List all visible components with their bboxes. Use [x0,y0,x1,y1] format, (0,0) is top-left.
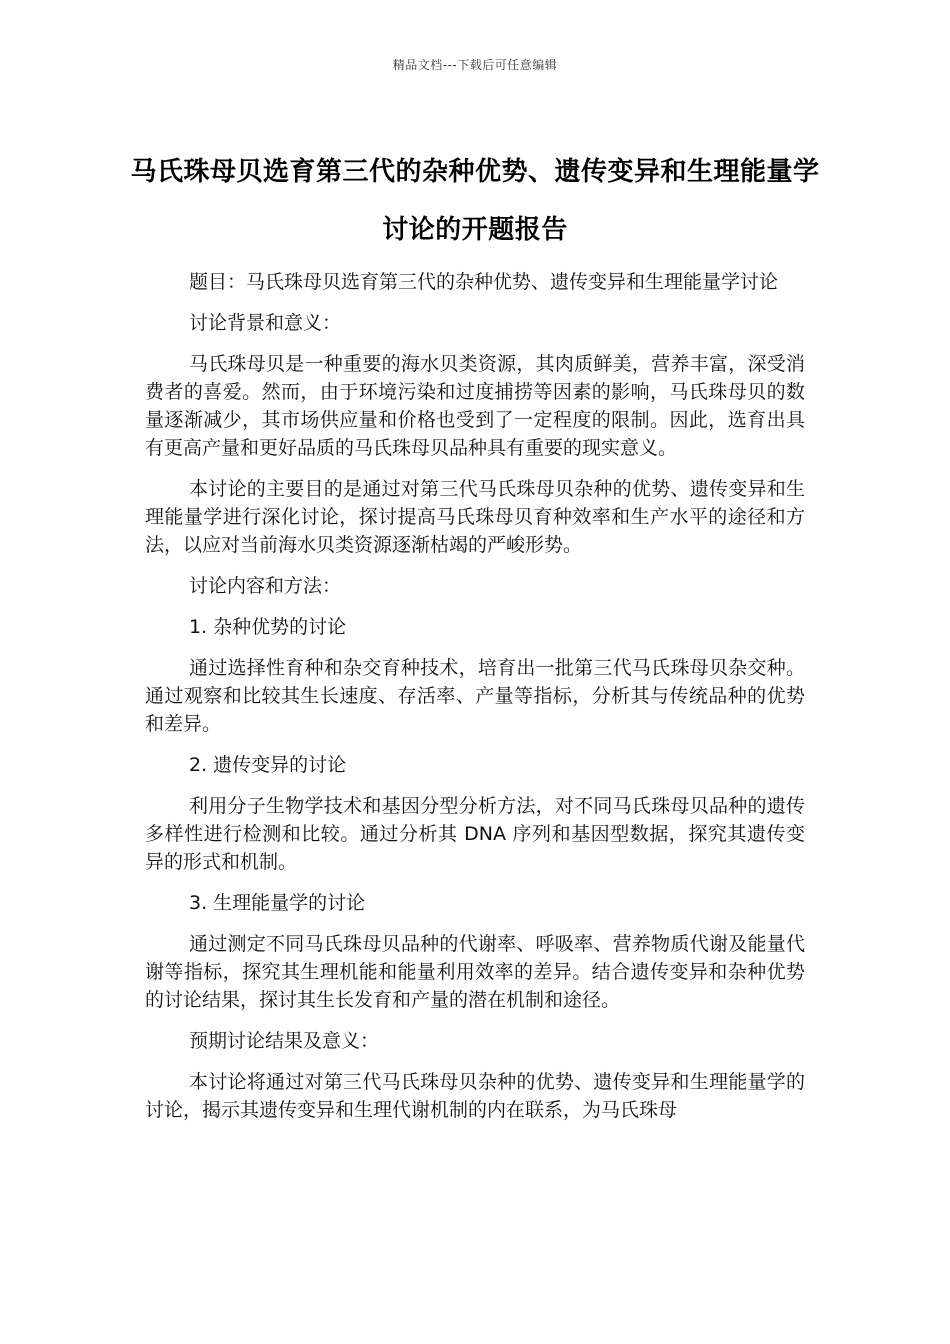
heterosis-paragraph: 通过选择性育种和杂交育种技术，培育出一批第三代马氏珠母贝杂交种。通过观察和比较其生长速度、存活率、产量等指标，分析其与传统品种的优势和差异。 [145,657,805,735]
subheading-physiological-energetics: 3. 生理能量学的讨论 [189,892,366,914]
document-title: 马氏珠母贝选育第三代的杂种优势、遗传变异和生理能量学讨论的开题报告 [130,157,820,246]
physiological-energetics-paragraph: 通过测定不同马氏珠母贝品种的代谢率、呼吸率、营养物质代谢及能量代谢等指标，探究其生理机能和能量利用效率的差异。结合遗传变异和杂种优势的讨论结果，探讨其生长发育和产量的潜在机制和途径。 [145,933,805,1011]
document-body [145,268,805,1137]
topic-line: 题目：马氏珠母贝选育第三代的杂种优势、遗传变异和生理能量学讨论 [189,271,779,293]
background-paragraph: 马氏珠母贝是一种重要的海水贝类资源，其肉质鲜美，营养丰富，深受消费者的喜爱。然而，由于环境污染和过度捕捞等因素的影响，马氏珠母贝的数量逐渐减少，其市场供应量和价格也受到了一定程度的限制。因此，选育出具有更高产量和更好品质的马氏珠母贝品种具有重要的现实意义。 [145,353,805,459]
genetic-variation-paragraph: 利用分子生物学技术和基因分型分析方法，对不同马氏珠母贝品种的遗传多样性进行检测和比较。通过分析其 DNA 序列和基因型数据，探究其遗传变异的形式和机制。 [145,795,805,873]
expected-results-paragraph: 本讨论将通过对第三代马氏珠母贝杂种的优势、遗传变异和生理能量学的讨论，揭示其遗传变异和生理代谢机制的内在联系，为马氏珠母 [145,1071,805,1121]
purpose-paragraph: 本讨论的主要目的是通过对第三代马氏珠母贝杂种的优势、遗传变异和生理能量学进行深化讨论，探讨提高马氏珠母贝育种效率和生产水平的途径和方法，以应对当前海水贝类资源逐渐枯竭的严峻形势。 [145,478,805,556]
section-heading-expected-results: 预期讨论结果及意义： [189,1030,380,1052]
subheading-genetic-variation: 2. 遗传变异的讨论 [189,754,347,776]
page-header: 精品文档---下载后可任意编辑 [392,58,558,72]
subheading-heterosis: 1. 杂种优势的讨论 [189,616,347,638]
section-heading-methods: 讨论内容和方法： [189,575,342,597]
section-heading-background: 讨论背景和意义： [189,312,342,334]
